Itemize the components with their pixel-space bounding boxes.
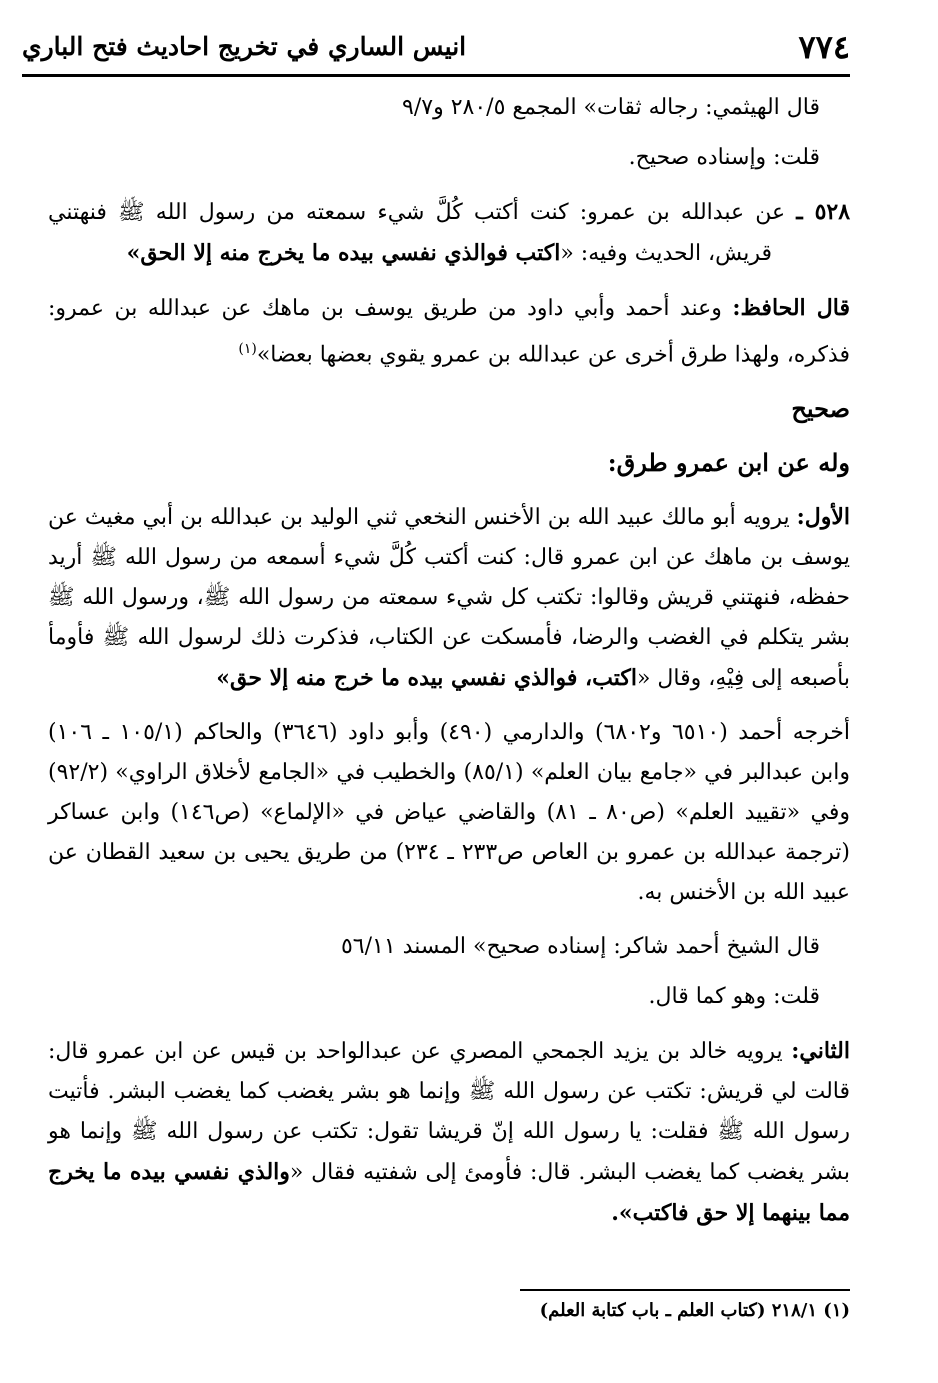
hadith-528 xyxy=(48,192,850,274)
heading-turuq: وله عن ابن عمرو طرق: xyxy=(607,448,850,478)
main-text xyxy=(48,88,850,1248)
hadith-number: ٥٢٨ ـ xyxy=(796,199,851,225)
second-text: يرويه خالد بن يزيد الجمحي المصري عن عبدالواحد بن قيس عن ابن عمرو قال: قالت لي قريش: تكتب عن رسول الله ﷺ وإنما هو بشر يغضب كما يغضب البشر. فأتيت رسول الله ﷺ فقلت: يا رسول الله إنّ قريشا تقول: تكتب عن رسول الله ﷺ وإنما هو بشر يغضب كما يغضب البشر. قال: فأومئ إلى شفتيه فقال « xyxy=(48,1039,851,1186)
hadith-text: عن عبدالله بن عمرو: كنت أكتب كُلَّ شيء سمعته من رسول الله ﷺ فنهتني قريش، الحديث وفيه: « xyxy=(48,200,786,266)
hafiz-text: وعند أحمد وأبي داود من طريق يوسف بن ماهك عن عبدالله بن عمرو: فذكره، ولهذا طرق أخرى عن عبدالله بن عمرو يقوي بعضها بعضا» xyxy=(48,296,850,368)
page-number: ٧٧٤ xyxy=(798,28,850,66)
second-label: الثاني: xyxy=(791,1038,850,1065)
hafiz-label: قال الحافظ: xyxy=(732,295,851,321)
heading-sahih: صحيح xyxy=(791,394,850,424)
paragraph-shakir: قال الشيخ أحمد شاكر: إسناده صحيح» المسند ٥٦/١١ xyxy=(340,934,820,960)
book-title: انيس الساري في تخريج احاديث فتح الباري xyxy=(22,32,467,61)
paragraph-first-route xyxy=(48,497,850,699)
paragraph-takhrij: أخرجه أحمد (٦٥١٠ و٦٨٠٢) والدارمي (٤٩٠) وأبو داود (٣٦٤٦) والحاكم (١٠٥/١ ـ ١٠٦) وابن عبدالبر في «جامع بيان العلم» (٨٥/١) والخطيب في «الجامع لأخلاق الراوي» (٩٢/٢) وفي «تقييد العلم» (ص٨٠ ـ ٨١) والقاضي عياض في «الإلماع» (ص١٤٦) وابن عساكر (ترجمة عبدالله بن عمرو بن العاص ص٢٣٣ ـ ٢٣٤) من طريق يحيى بن سعيد القطان عن عبيد الله بن الأخنس به. xyxy=(48,720,850,906)
hadith-quote-close: » xyxy=(126,240,141,266)
paragraph-hafiz xyxy=(48,288,850,375)
paragraph-qultu-2: قلت: وهو كما قال. xyxy=(648,984,820,1010)
first-label: الأول: xyxy=(796,504,850,531)
footnote-reference: (١) xyxy=(238,341,257,357)
paragraph-second-route xyxy=(48,1031,850,1234)
first-quote: اكتب، فوالذي نفسي بيده ما خرج منه إلا حق xyxy=(230,665,637,692)
second-quote-close: ». xyxy=(611,1200,633,1227)
footnote-divider xyxy=(520,1289,850,1291)
first-text: يرويه أبو مالك عبيد الله بن الأخنس النخعي ثني الوليد بن عبدالله بن أبي مغيث عن يوسف بن ماهك عن ابن عمرو قال: كنت أكتب كُلَّ شيء أسمعه من رسول الله ﷺ أريد حفظه، فنهتني قريش وقالوا: تكتب كل شيء سمعته من رسول الله ﷺ، ورسول الله ﷺ بشر يتكلم في الغضب والرضا، فأمسكت عن الكتاب، فذكرت ذلك لرسول الله ﷺ فأومأ بأصبعه إلى فِيْهِ، وقال « xyxy=(48,505,850,692)
paragraph-qultu-1: قلت: وإسناده صحيح. xyxy=(628,145,820,170)
second-quote: والذي نفسي بيده ما يخرج مما بينهما إلا حق فاكتب xyxy=(48,1159,850,1227)
running-header xyxy=(22,28,850,77)
footnote: (١) ٢١٨/١ (كتاب العلم ـ باب كتابة العلم) xyxy=(539,1300,850,1321)
hadith-quote: اكتب فوالذي نفسي بيده ما يخرج منه إلا الحق xyxy=(140,240,561,266)
paragraph-haythami: قال الهيثمي: رجاله ثقات» المجمع ٢٨٠/٥ و٩/٧ xyxy=(402,95,820,120)
first-quote-close: » xyxy=(216,665,230,692)
